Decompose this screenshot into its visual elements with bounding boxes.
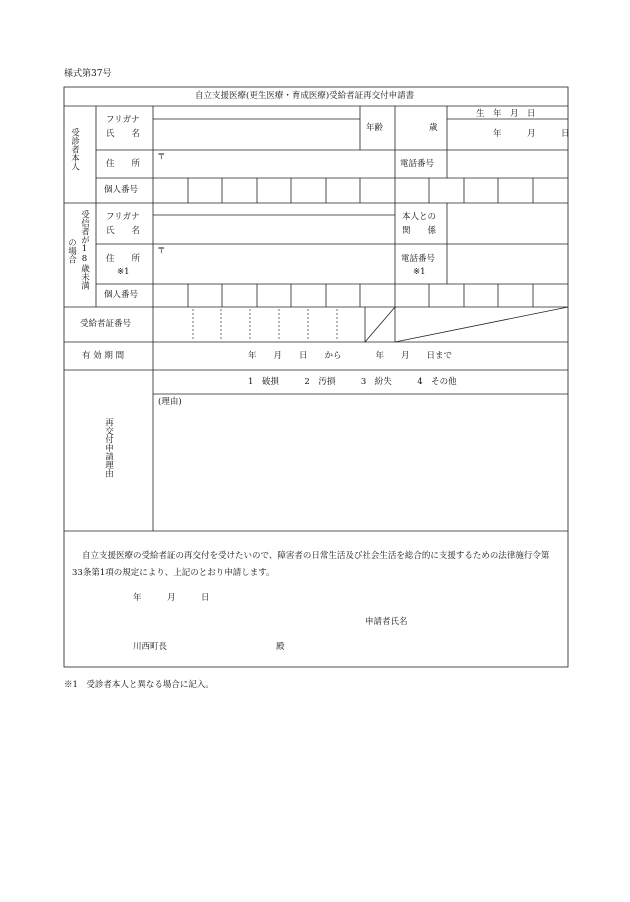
guardian-personal-no-label: 個人番号 xyxy=(104,290,139,300)
reason-detail-label: (理由) xyxy=(158,397,182,407)
patient-furigana-label: フリガナ xyxy=(106,115,140,125)
guardian-phone-label: 電話番号 xyxy=(401,254,436,264)
validity-period-text: 年 月 日 から 年 月 日まで xyxy=(248,351,453,361)
patient-section-label: 受診者本人 xyxy=(69,128,80,171)
patient-age-unit: 歳 xyxy=(429,123,438,133)
application-date: 年 月 日 xyxy=(133,593,210,603)
guardian-address-note: ※1 xyxy=(117,267,130,277)
applicant-name-label: 申請者氏名 xyxy=(365,617,408,627)
guardian-name-label: 氏 名 xyxy=(106,226,141,236)
patient-postal-mark: 〒 xyxy=(157,152,166,162)
reason-section-label: 再交付申請理由 xyxy=(103,418,114,478)
guardian-section-label: 受信者が18歳未満 xyxy=(79,210,90,290)
form-number: 様式第37号 xyxy=(64,69,112,79)
recipient-honorific: 殿 xyxy=(276,642,285,652)
patient-address-label: 住 所 xyxy=(106,159,141,169)
guardian-address-label: 住 所 xyxy=(106,254,141,264)
recipient-name: 川西町長 xyxy=(133,642,168,652)
patient-phone-label: 電話番号 xyxy=(400,159,435,169)
certificate-number-label: 受給者証番号 xyxy=(80,319,132,329)
guardian-section-label-sub: の場合 xyxy=(66,238,77,264)
patient-age-label: 年齢 xyxy=(366,123,384,133)
guardian-phone-note: ※1 xyxy=(413,267,426,277)
patient-name-label: 氏 名 xyxy=(106,129,141,139)
patient-birth-header: 生 年 月 日 xyxy=(476,109,536,119)
reason-options: 1 破損 2 汚損 3 紛失 4 その他 xyxy=(248,377,457,387)
guardian-relation-label-2: 関 係 xyxy=(402,226,437,236)
footnote: ※1 受診者本人と異なる場合に記入。 xyxy=(64,680,214,690)
patient-birth-value: 年 月 日 xyxy=(493,129,570,139)
patient-personal-no-label: 個人番号 xyxy=(104,185,139,195)
guardian-relation-label: 本人との xyxy=(402,212,437,222)
declaration-text: 自立支援医療の受給者証の再交付を受けたいので、障害者の日常生活及び社会生活を総合的に支援するための法律施行令第33条第1項の規定により、上記のとおり申請します。 xyxy=(72,551,550,578)
guardian-postal-mark: 〒 xyxy=(157,246,166,256)
guardian-furigana-label: フリガナ xyxy=(106,212,140,222)
validity-label: 有 効 期 間 xyxy=(82,351,125,361)
form-title: 自立支援医療(更生医療・育成医療)受給者証再交付申請書 xyxy=(195,91,415,101)
